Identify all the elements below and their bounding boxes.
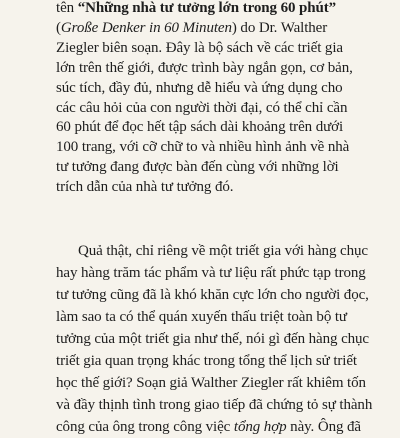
text-line: lớn trên thế giới, được trình bày ngắn gọn, cơ bản, [56, 59, 353, 76]
text-line: 100 trang, với cỡ chữ to và nhiều hình ảnh về nhà [56, 139, 350, 156]
paragraph-1 [56, 0, 374, 198]
book-title-bold: “Những nhà tư tưởng lớn trong 60 phút” [77, 0, 337, 16]
text-line: tư tưởng đang được bàn đến cùng với những lời [56, 159, 339, 176]
text-line: và đầy thịnh tình trong giao tiếp đã chứng tỏ sự thành [56, 397, 373, 413]
text-span: này. Ông đã [286, 419, 361, 435]
text-line: trích dẫn của nhà tư tưởng đó. [56, 179, 234, 196]
text-line: làm sao ta có thể quán xuyến thấu triệt toàn bộ tư [56, 309, 347, 325]
text-line: tư tưởng cũng đã là khó khăn cực lớn cho người đọc, [56, 287, 369, 303]
text-span: ) do Dr. Walther [231, 19, 328, 36]
text-line [56, 0, 374, 19]
text-line: 60 phút để đọc hết tập sách dài khoảng trên dưới [56, 119, 344, 136]
italic-term: tổng hợp [233, 419, 287, 435]
text-line: tưởng của một triết gia như thế, nói gì đến hàng chục [56, 331, 369, 347]
text-line: triết gia quan trọng khác trong tổng thể lịch sử triết [56, 353, 357, 369]
text-line: học thế giới? Soạn giả Walther Ziegler rất khiêm tốn [56, 375, 366, 391]
paragraph-2 [56, 240, 392, 438]
text-span: ( [56, 19, 61, 36]
text-line [56, 19, 374, 39]
text-span: tên [56, 0, 78, 16]
original-title-italic: Große Denker in 60 Minuten [60, 19, 232, 36]
text-line: súc tích, đầy đủ, nhưng dễ hiểu và ứng dụng cho [56, 79, 343, 96]
text-line: các câu hỏi của con người thời đại, có thể chỉ cần [56, 99, 348, 116]
text-line: Ziegler biên soạn. Đây là bộ sách về các triết gia [56, 39, 343, 56]
text-line: Quả thật, chỉ riêng về một triết gia với hàng chục [78, 243, 368, 259]
text-span: công của ông trong công việc [56, 419, 234, 435]
text-line-cut-off [56, 416, 392, 438]
text-line: hay hàng trăm tác phẩm và tư liệu rất phức tạp trong [56, 265, 366, 281]
